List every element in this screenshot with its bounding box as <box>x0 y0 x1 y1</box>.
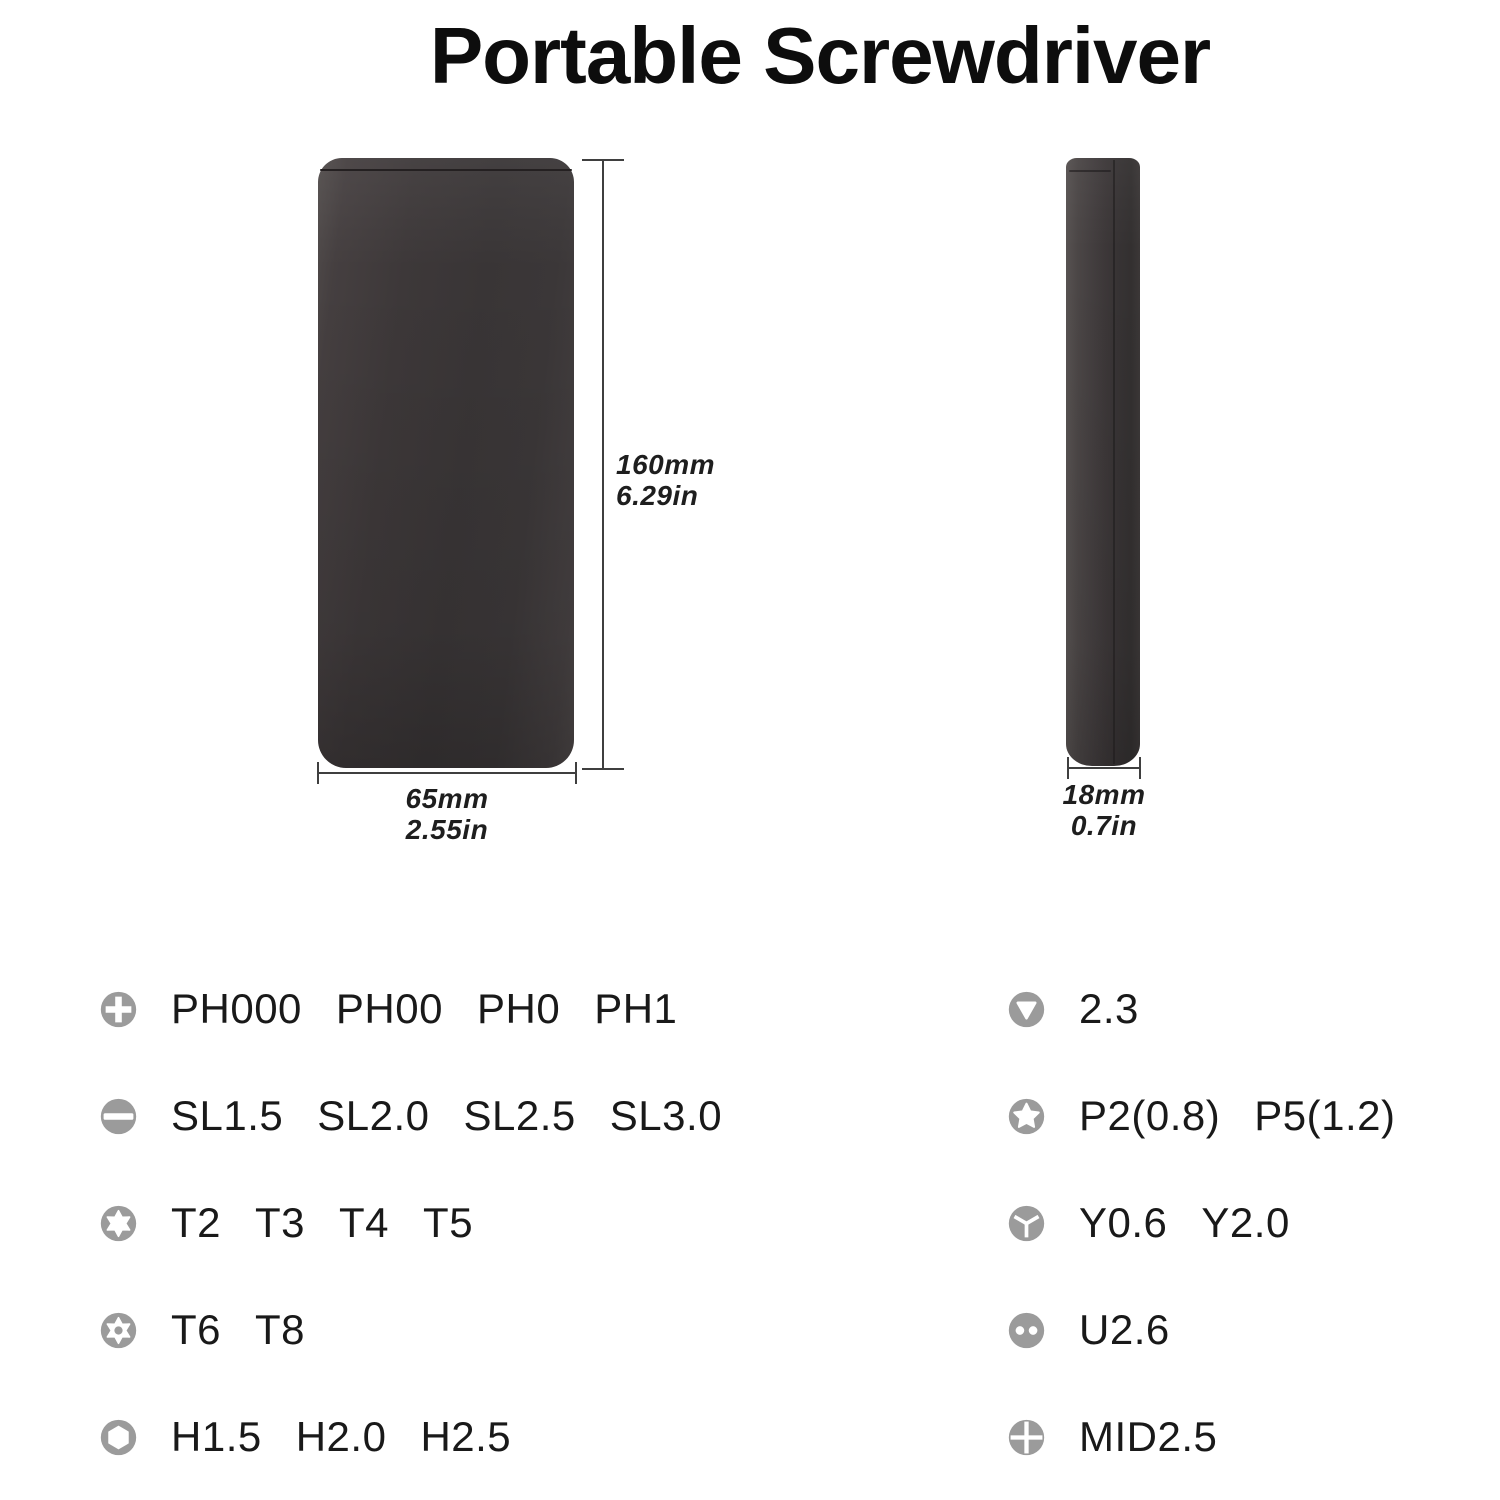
bit-size-label: Y2.0 <box>1201 1199 1290 1246</box>
height-dimension-label <box>616 449 715 511</box>
bit-row <box>1008 1199 1395 1247</box>
height-dimension-line <box>602 160 604 769</box>
height-mm: 160mm <box>616 449 716 480</box>
slotted-bit-icon <box>100 1098 137 1135</box>
bit-row <box>1008 985 1395 1033</box>
side-width-dimension-label <box>1024 779 1184 841</box>
bit-size-label: T2 <box>171 1199 222 1246</box>
bit-size-label: MID2.5 <box>1079 1413 1218 1460</box>
cross-bit-icon <box>1008 1419 1045 1456</box>
screwdriver-side-photo <box>1066 158 1140 766</box>
screwdriver-front-photo <box>318 158 574 768</box>
front-width-dimension-line <box>318 772 576 774</box>
bit-size-label: H2.0 <box>295 1413 387 1460</box>
bit-row <box>100 1199 722 1247</box>
bit-row <box>1008 1413 1395 1461</box>
bit-size-label: PH0 <box>476 985 561 1032</box>
bit-size-label: P5(1.2) <box>1254 1092 1396 1139</box>
bit-list-left-column <box>100 985 722 1461</box>
side-width-cap-right <box>1139 757 1141 779</box>
front-width-dimension-label <box>347 783 547 845</box>
bit-size-label: PH000 <box>171 985 302 1032</box>
triangle-bit-icon <box>1008 991 1045 1028</box>
front-width-mm: 65mm <box>405 783 489 814</box>
bit-row <box>100 1092 722 1140</box>
cap-seam-line <box>1069 170 1111 172</box>
torx-bit-icon <box>100 1205 137 1242</box>
bit-size-label: H2.5 <box>420 1413 512 1460</box>
front-width-cap-right <box>575 762 577 784</box>
bit-size-label: P2(0.8) <box>1079 1092 1221 1139</box>
bit-size-label: U2.6 <box>1079 1306 1170 1353</box>
side-seam-line <box>1113 160 1115 764</box>
cap-seam-line <box>320 169 572 171</box>
height-dim-cap-bottom <box>582 768 624 770</box>
bit-row <box>100 1413 722 1461</box>
bit-size-label: 2.3 <box>1079 985 1139 1032</box>
bit-row <box>1008 1306 1395 1354</box>
u-spanner-bit-icon <box>1008 1312 1045 1349</box>
bit-size-label: SL1.5 <box>171 1092 284 1139</box>
bit-size-label: SL2.5 <box>463 1092 576 1139</box>
bit-size-label: Y0.6 <box>1079 1199 1168 1246</box>
bit-list-right-column <box>1008 985 1395 1461</box>
bit-size-label: SL3.0 <box>609 1092 723 1139</box>
front-width-in: 2.55in <box>405 814 489 845</box>
bit-row <box>100 985 722 1033</box>
bit-size-label: T4 <box>339 1199 390 1246</box>
hex-bit-icon <box>100 1419 137 1456</box>
bit-size-label: T6 <box>171 1306 222 1353</box>
side-width-dimension-line <box>1068 767 1140 769</box>
bit-size-label: SL2.0 <box>317 1092 430 1139</box>
side-width-mm: 18mm <box>1062 779 1146 810</box>
bit-size-label: PH00 <box>335 985 443 1032</box>
bit-size-label: T5 <box>423 1199 474 1246</box>
bit-size-label: PH1 <box>594 985 678 1032</box>
bit-row <box>1008 1092 1395 1140</box>
bit-size-label: T8 <box>255 1306 306 1353</box>
height-in: 6.29in <box>616 480 699 511</box>
side-width-in: 0.7in <box>1070 810 1138 841</box>
pentalobe-bit-icon <box>1008 1098 1045 1135</box>
phillips-bit-icon <box>100 991 137 1028</box>
bit-size-label: H1.5 <box>171 1413 262 1460</box>
torx-security-bit-icon <box>100 1312 137 1349</box>
triwing-bit-icon <box>1008 1205 1045 1242</box>
bit-row <box>100 1306 722 1354</box>
page-title: Portable Screwdriver <box>429 11 1211 100</box>
bit-size-label: T3 <box>255 1199 306 1246</box>
